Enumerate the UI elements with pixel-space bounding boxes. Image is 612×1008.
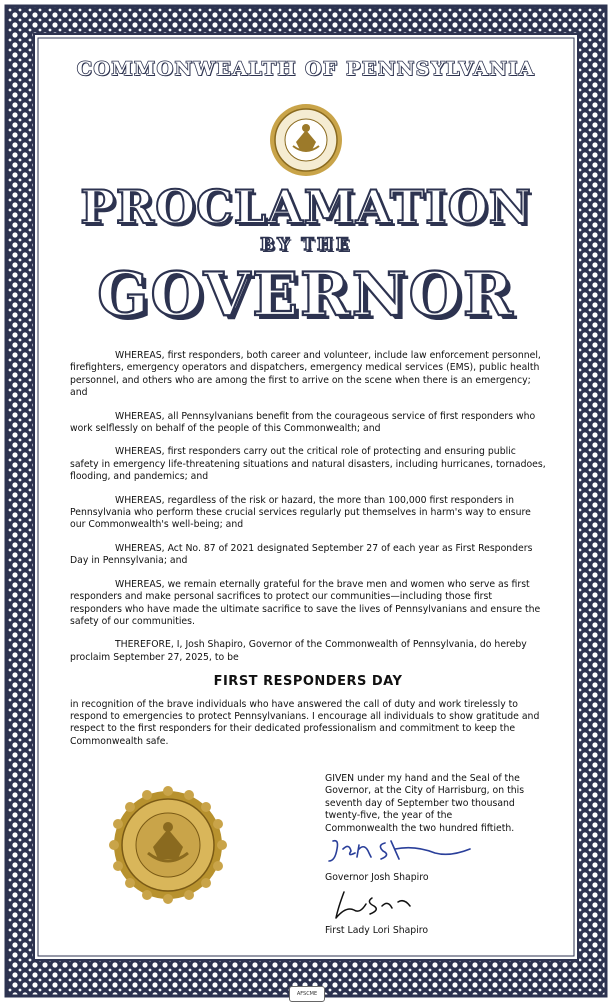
governor-seal-icon (268, 102, 344, 178)
whereas-paragraph: WHEREAS, Act No. 87 of 2021 designated September 27 of each year as First Responders Day in Pennsylvania; and (70, 542, 533, 567)
whereas-paragraph: WHEREAS, all Pennsylvanians benefit from the courageous service of first responders who work selflessly on behalf of the people of this Commonwealth; and (70, 410, 536, 435)
governor-heading: GOVERNOR (97, 260, 515, 330)
whereas-paragraph: WHEREAS, first responders carry out the critical role of protecting and ensuring public safety in emergency life-threatening situations and natural disasters, including hurricanes, tornadoes, flooding, and pandemics; and (70, 446, 546, 483)
given-line: seventh day of September two thousand (325, 797, 515, 809)
whereas-paragraph: WHEREAS, we remain eternally grateful for the brave men and women who serve as first responders and make personal sacrifices to protect our communities—including those first responders who have made the ultimate sacrifice to save the lives of Pennsylvanians and ensure the safety of our communities. (70, 578, 541, 627)
proclamation-heading: PROCLAMATION (80, 180, 532, 234)
governor-signature (325, 835, 475, 869)
given-line: twenty-five, the year of the (325, 810, 453, 822)
union-logo-icon: AFSCME (289, 986, 325, 1002)
therefore-paragraph: THEREFORE, I, Josh Shapiro, Governor of the Commonwealth of Pennsylvania, do hereby proclaim September 27, 2025, to be (70, 639, 527, 663)
proclamation-text (70, 350, 546, 748)
given-line: GIVEN under my hand and the Seal of the (325, 773, 520, 784)
whereas-paragraph: WHEREAS, first responders, both career and volunteer, include law enforcement personnel, firefighters, emergency operators and dispatchers, emergency medical services (EMS), public health personnel, and others who are among the first to arrive on the scene when there is an emergency; and (70, 350, 541, 399)
whereas-paragraph: WHEREAS, regardless of the risk or hazard, the more than 100,000 first responders in Pennsylvania who perform these crucial services regularly put themselves in harm's way to ensure our Commonwealth's well-being; and (70, 494, 531, 531)
governor-name: Governor Josh Shapiro (325, 872, 429, 883)
given-line: Commonwealth the two hundred fiftieth. (325, 822, 515, 834)
gold-seal-icon (108, 785, 228, 905)
first-lady-name: First Lady Lori Shapiro (325, 925, 429, 936)
by-the-heading: BY THE (260, 235, 352, 255)
day-title: FIRST RESPONDERS DAY (213, 674, 403, 690)
first-lady-signature (330, 888, 430, 922)
given-statement (325, 773, 555, 835)
commonwealth-title: COMMONWEALTH OF PENNSYLVANIA (76, 58, 536, 80)
document-body (40, 40, 572, 954)
recognition-paragraph: in recognition of the brave individuals who have answered the call of duty and work tirelessly to respond to emergencies to protect Pennsylvanians. I encourage all individuals to show gratitude and respect to the first responders for their dedicated professionalism and commitment to keep the Commonwealth safe. (70, 698, 540, 747)
given-line: Governor, at the City of Harrisburg, on this (325, 785, 525, 797)
